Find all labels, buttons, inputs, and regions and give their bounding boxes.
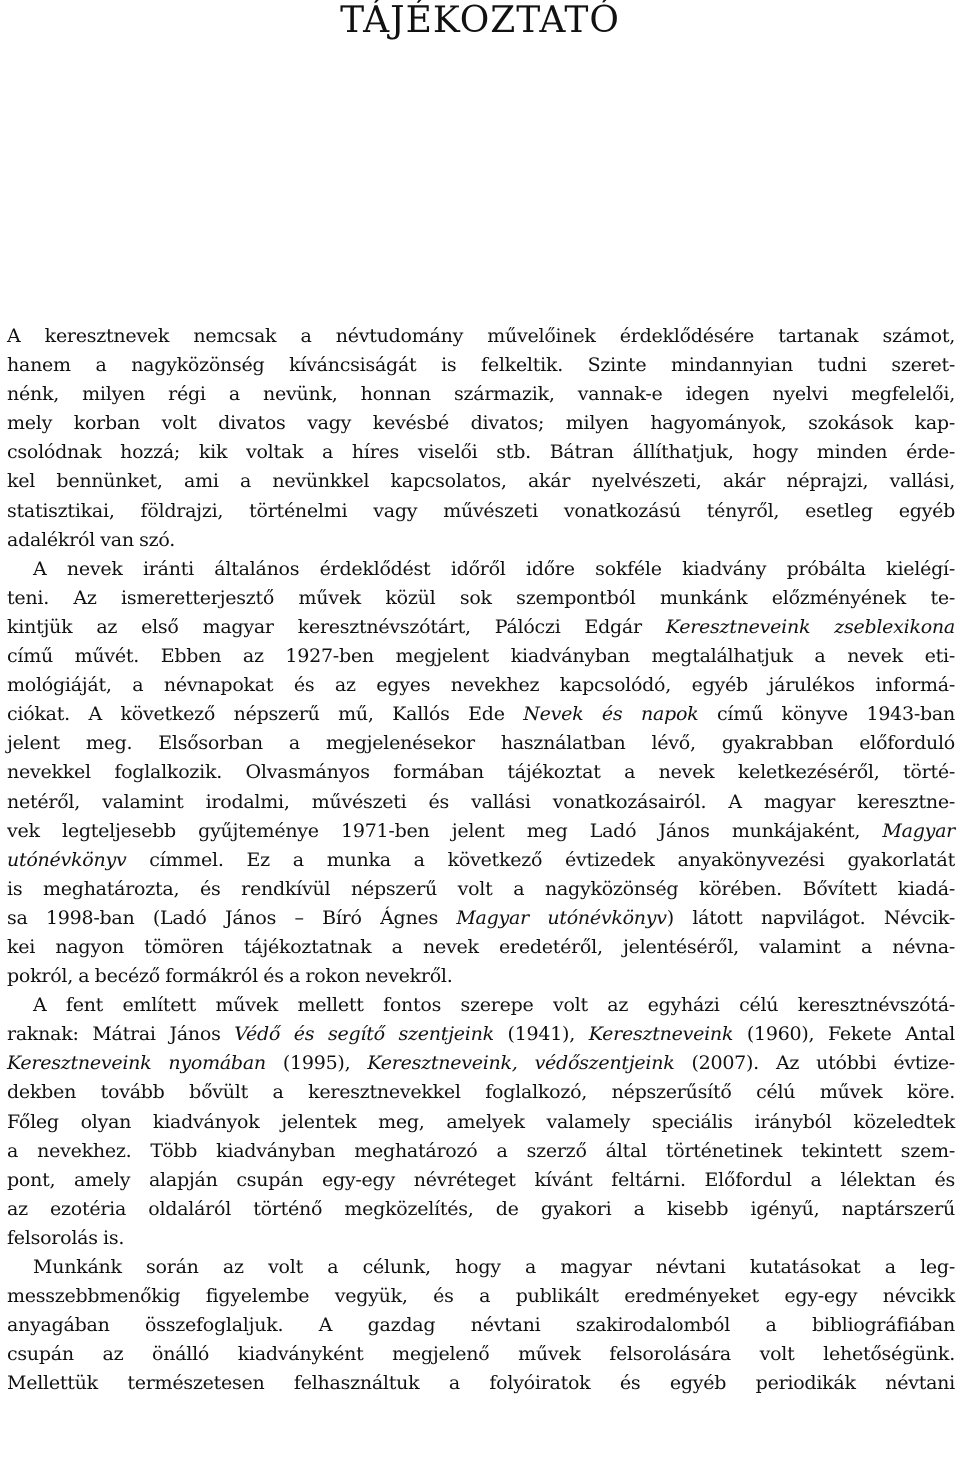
text-run: (1995), bbox=[265, 1052, 368, 1075]
body-line bbox=[7, 846, 955, 875]
text-run: raknak: Mátrai János bbox=[7, 1023, 235, 1046]
text-run: kintjük az első magyar keresztnévszótárt, Pálóczi Edgár bbox=[7, 615, 666, 638]
body-line: anyagában összefoglaljuk. A gazdag névtani szakirodalomból a bibliográfiában bbox=[7, 1314, 955, 1337]
body-line: Munkánk során az volt a célunk, hogy a magyar névtani kutatásokat a leg- bbox=[33, 1256, 955, 1278]
body-line: netéről, valamint irodalmi, művészeti és vallási vonatkozásairól. A magyar keresztne- bbox=[7, 790, 955, 813]
body-line: Főleg olyan kiadványok jelentek meg, amelyek valamely speciális irányból közeledtek bbox=[7, 1110, 955, 1133]
body-line: hanem a nagyközönség kíváncsiságát is felkeltik. Szinte mindannyian tudni szeret- bbox=[7, 354, 955, 377]
body-line: mely korban volt divatos vagy kevésbé divatos; milyen hagyományok, szokások kap- bbox=[7, 412, 955, 435]
book-title: Magyar utónévkönyv bbox=[456, 906, 667, 929]
body-line: adalékról van szó. bbox=[7, 528, 176, 551]
body-line: csupán az önálló kiadványként megjelenő művek felsorolására volt lehetőségünk. bbox=[7, 1343, 955, 1366]
body-line bbox=[7, 1049, 955, 1078]
body-line: a nevekhez. Több kiadványban meghatározó a szerző által történetinek tekintett szem- bbox=[7, 1139, 955, 1162]
text-run: ciókat. A következő népszerű mű, Kallós Ede bbox=[7, 703, 524, 726]
book-title: Keresztneveink zseblexikona bbox=[665, 615, 955, 638]
body-line bbox=[7, 904, 955, 933]
body-line: A nevek iránti általános érdeklődést időről időre sokféle kiadvány próbálta kielégí- bbox=[33, 557, 955, 580]
body-line bbox=[7, 817, 955, 846]
book-title: Nevek és napok bbox=[523, 703, 699, 726]
body-line: kel bennünket, ami a nevünkkel kapcsolatos, akár nyelvészeti, akár néprajzi, vallási, bbox=[7, 470, 955, 493]
body-line: Mellettük természetesen felhasználtuk a folyóiratok és egyéb periodikák névtani bbox=[7, 1372, 955, 1395]
body-line: teni. Az ismeretterjesztő művek közül sok szempontból munkánk előzményének te- bbox=[7, 586, 955, 609]
text-run: sa 1998-ban (Ladó János – Bíró Ágnes bbox=[7, 906, 457, 929]
body-line: nénk, milyen régi a nevünk, honnan származik, vannak-e idegen nyelvi megfelelői, bbox=[7, 383, 955, 406]
body-line: pont, amely alapján csupán egy-egy névréteget kívánt feltárni. Előfordul a lélektan és bbox=[7, 1168, 955, 1191]
text-run: (2007). Az utóbbi évtize- bbox=[674, 1052, 955, 1075]
text-run: című könyve 1943-ban bbox=[698, 703, 955, 726]
book-title: utónévkönyv bbox=[7, 848, 127, 871]
body-line: A fent említett művek mellett fontos szerepe volt az egyházi célú keresztnévszótá- bbox=[33, 994, 955, 1017]
body-line: mológiáját, a névnapokat és az egyes nevekhez kapcsolódó, egyéb járulékos informá- bbox=[7, 674, 955, 697]
book-title: Védő és segítő szentjeink bbox=[234, 1023, 494, 1046]
book-title: Keresztneveink bbox=[588, 1023, 734, 1046]
book-title: Keresztneveink nyomában bbox=[7, 1052, 266, 1075]
body-line: csolódnak hozzá; kik voltak a híres viselői stb. Bátran állíthatjuk, hogy minden érde- bbox=[7, 441, 955, 464]
book-title: Keresztneveink, védőszentjeink bbox=[367, 1052, 675, 1075]
body-line: az ezotéria oldaláról történő megközelítés, de gyakori a kisebb igényű, naptárszerű bbox=[7, 1197, 955, 1220]
body-line: jelent meg. Elsősorban a megjelenésekor használatban lévő, gyakrabban előforduló bbox=[7, 732, 955, 755]
body-line: kei nagyon tömören tájékoztatnak a nevek eredetéről, jelentéséről, valamint a névna- bbox=[7, 935, 955, 958]
text-run: ) látott napvilágot. Névcik- bbox=[666, 906, 955, 929]
book-title: Magyar bbox=[882, 819, 955, 842]
body-line: dekben tovább bővült a keresztnevekkel foglalkozó, népszerűsítő célú művek köre. bbox=[7, 1081, 955, 1104]
body-line: is meghatározta, és rendkívül népszerű volt a nagyközönség körében. Bővített kiadá- bbox=[7, 877, 955, 900]
body-line bbox=[7, 1020, 955, 1049]
text-run: címmel. Ez a munka a következő évtizedek anyakönyvezési gyakorlatát bbox=[126, 848, 955, 871]
body-line bbox=[7, 613, 955, 642]
body-line: felsorolás is. bbox=[7, 1226, 125, 1249]
body-text bbox=[7, 322, 955, 1398]
body-line: A keresztnevek nemcsak a névtudomány művelőinek érdeklődésére tartanak számot, bbox=[7, 325, 955, 347]
body-line: statisztikai, földrajzi, történelmi vagy művészeti vonatkozású tényről, esetleg egyéb bbox=[7, 499, 955, 522]
page-title: TÁJÉKOZTATÓ bbox=[340, 0, 620, 41]
body-line: című művét. Ebben az 1927-ben megjelent kiadványban megtalálhatjuk a nevek eti- bbox=[7, 645, 955, 668]
body-line: messzebbmenőkig figyelembe vegyük, és a publikált eredményeket egy-egy névcikk bbox=[7, 1285, 955, 1308]
body-line: nevekkel foglalkozik. Olvasmányos formában tájékoztat a nevek keletkezéséről, törté- bbox=[7, 761, 955, 784]
body-line: pokról, a becéző formákról és a rokon nevekről. bbox=[7, 965, 453, 988]
text-run: (1960), Fekete Antal bbox=[733, 1023, 955, 1046]
text-run: vek legteljesebb gyűjteménye 1971-ben jelent meg Ladó János munkájaként, bbox=[7, 819, 883, 842]
text-run: (1941), bbox=[493, 1023, 589, 1046]
body-line bbox=[7, 700, 955, 729]
